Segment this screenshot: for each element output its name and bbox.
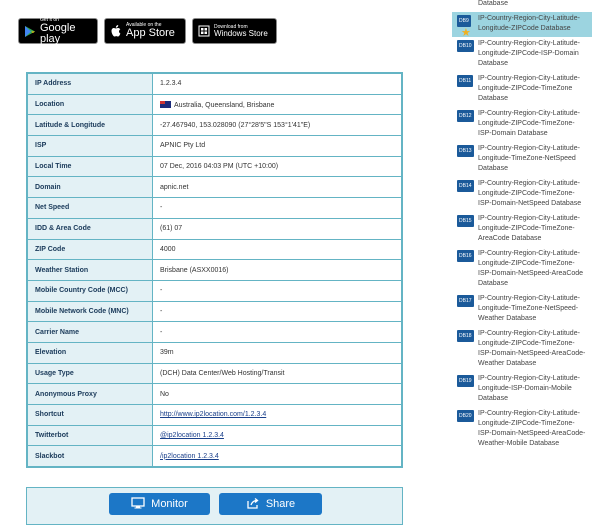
row-value bbox=[153, 115, 402, 136]
db-code-badge: DB17 bbox=[457, 295, 474, 307]
sidebar-item-label: IP-Country-Region-City-Latitude-Longitude-ZIPCode-TimeZone-ISP-Domain-NetSpeed-AreaCode Database bbox=[478, 250, 584, 287]
row-key: Carrier Name bbox=[28, 322, 153, 343]
row-value-text: 4000 bbox=[160, 245, 176, 253]
table-row bbox=[28, 405, 402, 426]
row-value-text: apnic.net bbox=[160, 183, 189, 191]
row-key: Elevation bbox=[28, 342, 153, 363]
row-value-text: - bbox=[160, 287, 163, 295]
sidebar-item-label: IP-Country-Region-City-Latitude-Longitude-TimeZone-NetSpeed-Weather Database bbox=[478, 295, 580, 322]
database-sidebar bbox=[452, 0, 592, 452]
row-value-text: APNIC Pty Ltd bbox=[160, 142, 206, 150]
sidebar-item-db12[interactable] bbox=[452, 107, 592, 142]
db-code-badge: DB12 bbox=[457, 110, 474, 122]
table-row bbox=[28, 115, 402, 136]
row-value bbox=[153, 446, 402, 467]
australia-flag-icon bbox=[160, 101, 171, 108]
sidebar-item-db16[interactable] bbox=[452, 247, 592, 292]
app-store-badges bbox=[18, 18, 277, 44]
table-row bbox=[28, 177, 402, 198]
row-key: Location bbox=[28, 94, 153, 115]
google-play-icon bbox=[24, 25, 36, 38]
sidebar-item-label: IP-Country-Region-City-Latitude-Longitude-TimeZone-NetSpeed Database bbox=[478, 145, 580, 172]
table-row bbox=[28, 363, 402, 384]
sidebar-item-db14[interactable] bbox=[452, 177, 592, 212]
badge-big-text: Google play bbox=[40, 21, 76, 45]
windows-store-badge[interactable] bbox=[192, 18, 277, 44]
row-value bbox=[153, 363, 402, 384]
badge-big-text: App Store bbox=[126, 27, 175, 39]
row-link[interactable]: /ip2location 1.2.3.4 bbox=[160, 452, 219, 460]
sidebar-item-label: IP-Country-Region-City-Latitude-Longitude-ZIPCode-TimeZone Database bbox=[478, 75, 580, 102]
row-key: Net Speed bbox=[28, 198, 153, 219]
table-row bbox=[28, 239, 402, 260]
row-value bbox=[153, 218, 402, 239]
row-value bbox=[153, 405, 402, 426]
table-row bbox=[28, 425, 402, 446]
db-code-badge: DB20 bbox=[457, 410, 474, 422]
row-value-text: - bbox=[160, 204, 163, 212]
row-key: Twitterbot bbox=[28, 425, 153, 446]
sidebar-item-db10[interactable] bbox=[452, 37, 592, 72]
ip-info-table bbox=[26, 72, 403, 468]
sidebar-item-db11[interactable] bbox=[452, 72, 592, 107]
row-value bbox=[153, 94, 402, 115]
table-row bbox=[28, 322, 402, 343]
row-value-text: 07 Dec, 2016 04:03 PM (UTC +10:00) bbox=[160, 163, 279, 171]
sidebar-item-label: IP-Country-Region-City-Latitude-Longitude-ZIPCode-TimeZone-ISP-Domain-NetSpeed Database bbox=[478, 180, 582, 207]
sidebar-item-label: IP-Country-Region-City-Latitude-Longitude-ISP-Domain-Mobile Database bbox=[478, 375, 580, 402]
share-icon bbox=[246, 497, 260, 512]
sidebar-item-label: IP-Country-Region-City-Latitude-Longitude-ZIPCode-TimeZone-ISP-Domain-NetSpeed-AreaCode-Weather Database bbox=[478, 330, 586, 367]
apple-icon bbox=[110, 24, 122, 38]
sidebar-item-label: Database bbox=[478, 0, 508, 7]
sidebar-item-db15[interactable] bbox=[452, 212, 592, 247]
db-code-badge: DB10 bbox=[457, 40, 474, 52]
badge-small-text: Get it on bbox=[40, 16, 59, 23]
table-row bbox=[28, 446, 402, 467]
row-key: IDD & Area Code bbox=[28, 218, 153, 239]
row-key: ZIP Code bbox=[28, 239, 153, 260]
db-code-badge: DB9 bbox=[457, 15, 471, 27]
db-code-badge: DB16 bbox=[457, 250, 474, 262]
row-value-text: (DCH) Data Center/Web Hosting/Transit bbox=[160, 369, 285, 377]
table-row bbox=[28, 94, 402, 115]
row-value-text: No bbox=[160, 390, 169, 398]
windows-icon bbox=[198, 25, 210, 37]
row-value bbox=[153, 198, 402, 219]
row-value bbox=[153, 425, 402, 446]
row-link[interactable]: http://www.ip2location.com/1.2.3.4 bbox=[160, 411, 267, 419]
row-value bbox=[153, 260, 402, 281]
table-row bbox=[28, 74, 402, 95]
table-row bbox=[28, 136, 402, 157]
table-row bbox=[28, 260, 402, 281]
db-code-badge: DB14 bbox=[457, 180, 474, 192]
table-row bbox=[28, 280, 402, 301]
sidebar-item-label: IP-Country-Region-City-Latitude-Longitude-ZIPCode-TimeZone-AreaCode Database bbox=[478, 215, 580, 242]
badge-big-text: Windows Store bbox=[214, 28, 268, 38]
row-value bbox=[153, 239, 402, 260]
db-code-badge: DB13 bbox=[457, 145, 474, 157]
row-key: Slackbot bbox=[28, 446, 153, 467]
row-value bbox=[153, 322, 402, 343]
row-value-text: 1.2.3.4 bbox=[160, 80, 182, 88]
sidebar-item-db13[interactable] bbox=[452, 142, 592, 177]
share-button[interactable] bbox=[219, 493, 322, 515]
row-value-text: Australia, Queensland, Brisbane bbox=[174, 101, 275, 109]
share-label: Share bbox=[265, 498, 296, 510]
google-play-badge[interactable] bbox=[18, 18, 98, 44]
row-link[interactable]: @ip2location 1.2.3.4 bbox=[160, 432, 224, 440]
sidebar-item-label: IP-Country-Region-City-Latitude-Longitude-ZIPCode Database bbox=[478, 15, 580, 32]
action-bar bbox=[26, 487, 403, 525]
row-key: Latitude & Longitude bbox=[28, 115, 153, 136]
row-value bbox=[153, 301, 402, 322]
table-row bbox=[28, 342, 402, 363]
row-value-text: -27.467940, 153.028090 (27°28'5"S 153°1'41"E) bbox=[160, 121, 311, 129]
row-key: Anonymous Proxy bbox=[28, 384, 153, 405]
row-value-text: 39m bbox=[160, 349, 174, 357]
sidebar-item-db18[interactable] bbox=[452, 327, 592, 372]
row-key: Domain bbox=[28, 177, 153, 198]
sidebar-truncated-item bbox=[452, 0, 592, 9]
row-key: Weather Station bbox=[28, 260, 153, 281]
row-key: IP Address bbox=[28, 74, 153, 95]
row-value-text: Brisbane (ASXX0016) bbox=[160, 266, 229, 274]
row-value bbox=[153, 280, 402, 301]
row-key: Shortcut bbox=[28, 405, 153, 426]
row-key: Mobile Network Code (MNC) bbox=[28, 301, 153, 322]
row-key: ISP bbox=[28, 136, 153, 157]
sidebar-item-db20[interactable] bbox=[452, 407, 592, 452]
row-value bbox=[153, 156, 402, 177]
sidebar-item-label: IP-Country-Region-City-Latitude-Longitude-ZIPCode-TimeZone-ISP-Domain-NetSpeed-AreaCode-Weather-Mobile Database bbox=[478, 410, 586, 447]
sidebar-item-label: IP-Country-Region-City-Latitude-Longitude-ZIPCode-TimeZone-ISP-Domain Database bbox=[478, 110, 580, 137]
table-row bbox=[28, 156, 402, 177]
sidebar-item-db9[interactable] bbox=[452, 12, 592, 37]
row-value bbox=[153, 136, 402, 157]
row-value-text: (61) 07 bbox=[160, 225, 183, 233]
row-key: Mobile Country Code (MCC) bbox=[28, 280, 153, 301]
app-store-badge[interactable] bbox=[104, 18, 186, 44]
table-row bbox=[28, 198, 402, 219]
table-row bbox=[28, 301, 402, 322]
sidebar-item-db19[interactable] bbox=[452, 372, 592, 407]
monitor-label: Monitor bbox=[151, 498, 188, 510]
monitor-button[interactable] bbox=[109, 493, 210, 515]
row-key: Local Time bbox=[28, 156, 153, 177]
row-value bbox=[153, 74, 402, 95]
monitor-icon bbox=[131, 497, 145, 512]
db-code-badge: DB19 bbox=[457, 375, 474, 387]
sidebar-item-db17[interactable] bbox=[452, 292, 592, 327]
star-icon: ★ bbox=[461, 27, 471, 39]
badge-small-text: Available on the bbox=[126, 22, 162, 28]
db-code-badge: DB18 bbox=[457, 330, 474, 342]
row-value bbox=[153, 177, 402, 198]
row-value-text: - bbox=[160, 328, 163, 336]
sidebar-item-label: IP-Country-Region-City-Latitude-Longitude-ZIPCode-ISP-Domain Database bbox=[478, 40, 580, 67]
table-row bbox=[28, 218, 402, 239]
row-key: Usage Type bbox=[28, 363, 153, 384]
db-code-badge: DB11 bbox=[457, 75, 473, 87]
table-row bbox=[28, 384, 402, 405]
db-code-badge: DB15 bbox=[457, 215, 474, 227]
row-value-text: - bbox=[160, 307, 163, 315]
row-value bbox=[153, 384, 402, 405]
badge-small-text: Download from bbox=[214, 23, 248, 30]
row-value bbox=[153, 342, 402, 363]
